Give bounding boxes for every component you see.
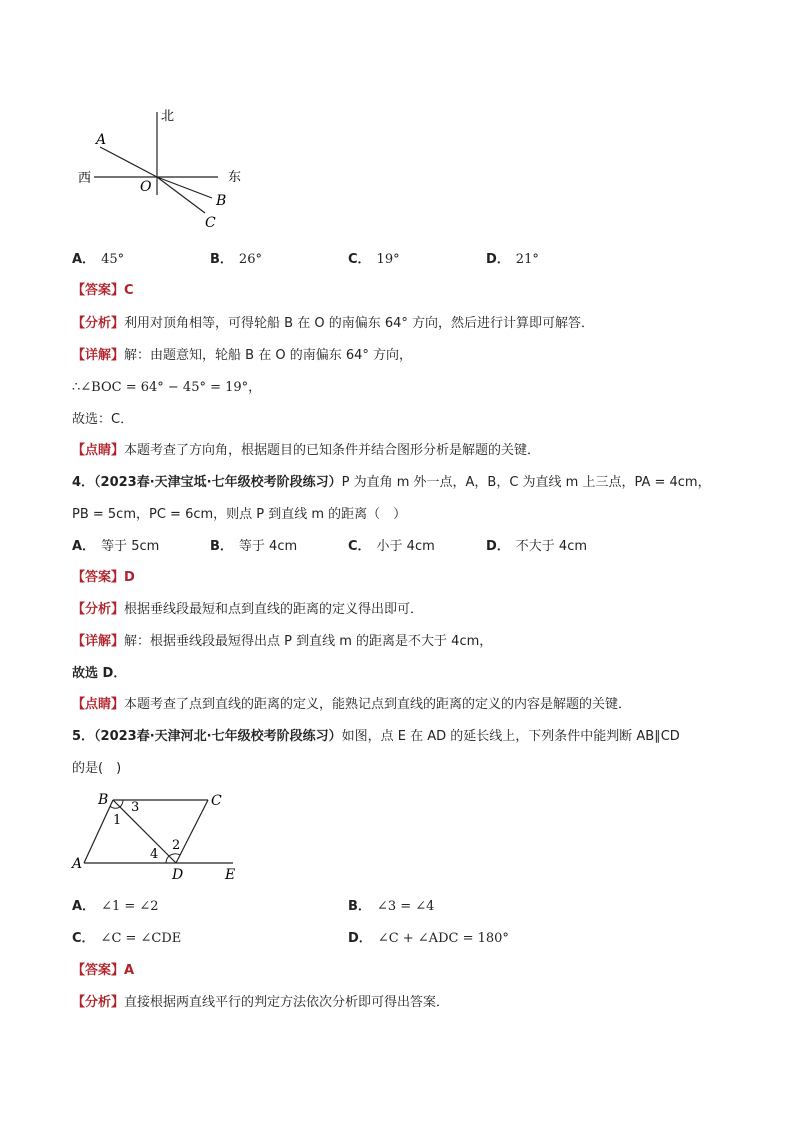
q3-answer: 【答案】C [72, 283, 134, 298]
q5-stem-line1: 5．（2023春·天津河北·七年级校考阶段练习）如图，点 E 在 AD 的延长线上，下列条件中能判断 AB∥CD [72, 729, 680, 744]
q3-calc: ∴∠BOC = 64° − 45° = 19°， [72, 380, 262, 395]
q4-option-b: B． 等于 4cm [210, 539, 298, 554]
q4-option-a: A． 等于 5cm [72, 539, 160, 554]
q4-detail: 【详解】解：根据垂线段最短得出点 P 到直线 m 的距离是不大于 4cm， [72, 634, 493, 649]
label-b: B [216, 193, 227, 209]
q3-option-d: D． 21° [486, 252, 539, 267]
direction-diagram [70, 100, 260, 235]
ray-ob [157, 177, 212, 198]
q3-analysis: 【分析】利用对顶角相等，可得轮船 B 在 O 的南偏东 64° 方向，然后进行计算即可解答． [72, 316, 595, 331]
q3-option-a: A． 45° [72, 252, 125, 267]
label-north: 北 [161, 109, 175, 124]
label-angle-2: 2 [172, 838, 181, 853]
segment-cd [176, 800, 208, 863]
ray-oc [157, 177, 205, 213]
q5-stem-line2: 的是( ) [72, 761, 122, 776]
label-angle-3: 3 [131, 800, 140, 815]
q5-answer: 【答案】A [72, 963, 135, 978]
label-o: O [140, 179, 152, 195]
q3-detail: 【详解】解：由题意知，轮船 B 在 O 的南偏东 64° 方向， [72, 348, 413, 363]
q4-comment: 【点睛】本题考查了点到直线的距离的定义，能熟记点到直线的距离的定义的内容是解题的关键． [72, 697, 632, 712]
angle-arc-b [120, 800, 123, 807]
q5-option-b: B． ∠3 = ∠4 [348, 899, 435, 914]
label-east: 东 [228, 170, 242, 185]
q4-stem-line2: PB = 5cm，PC = 6cm，则点 P 到直线 m 的距离（ ） [72, 507, 407, 522]
q4-answer: 【答案】D [72, 570, 135, 585]
label-b: B [98, 792, 109, 808]
q4-stem-line1: 4．（2023春·天津宝坻·七年级校考阶段练习）P 为直角 m 外一点，A，B，C 为直线 m 上三点，PA = 4cm， [72, 475, 711, 490]
q3-option-b: B． 26° [210, 252, 262, 267]
q4-option-d: D． 不大于 4cm [486, 539, 588, 554]
segment-ab [84, 800, 113, 863]
label-angle-4: 4 [150, 847, 159, 862]
q5-option-d: D． ∠C + ∠ADC = 180° [348, 931, 509, 946]
q5-analysis: 【分析】直接根据两直线平行的判定方法依次分析即可得出答案． [72, 995, 450, 1010]
q3-choose: 故选：C． [72, 412, 134, 427]
label-c: C [211, 793, 222, 809]
label-west: 西 [78, 171, 92, 186]
parallelogram-diagram [70, 788, 250, 883]
label-d: D [172, 867, 184, 883]
label-a: A [72, 856, 83, 872]
q3-comment: 【点睛】本题考查了方向角，根据题目的已知条件并结合图形分析是解题的关键． [72, 443, 541, 458]
q3-option-c: C． 19° [348, 252, 400, 267]
q5-option-c: C． ∠C = ∠CDE [72, 931, 182, 946]
label-c: C [205, 215, 216, 231]
angle-arc-d-right [169, 854, 180, 856]
angle-arc-d [166, 856, 169, 863]
ray-oa [100, 147, 157, 177]
q4-choose: 故选 D． [72, 666, 127, 681]
label-angle-1: 1 [113, 813, 122, 828]
label-a: A [96, 132, 107, 148]
q4-option-c: C． 小于 4cm [348, 539, 435, 554]
label-e: E [225, 867, 236, 883]
segment-bd [113, 800, 176, 863]
q4-analysis: 【分析】根据垂线段最短和点到直线的距离的定义得出即可． [72, 602, 424, 617]
q5-option-a: A． ∠1 = ∠2 [72, 899, 159, 914]
